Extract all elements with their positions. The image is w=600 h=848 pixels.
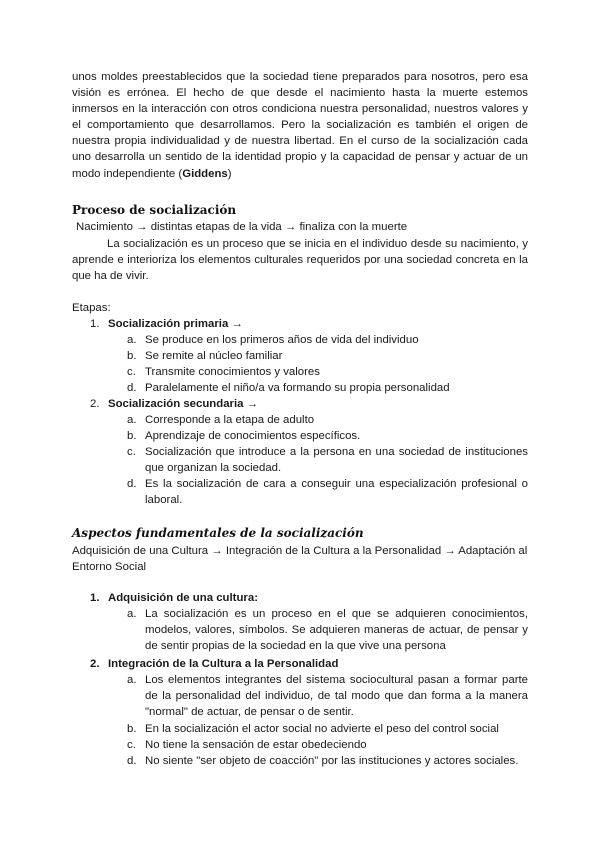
list-letter: a. bbox=[127, 608, 137, 620]
list-letter: a. bbox=[127, 674, 137, 686]
proceso-paragraph: La socialización es un proceso que se inicia en el individuo desde su nacimiento, y aprende e interioriza los elementos culturales requeridos por una sociedad concreta en la que ha de vivir. bbox=[72, 238, 528, 283]
aspecto-title: Integración de la Cultura a la Personalidad bbox=[108, 658, 339, 670]
etapa-title: Socialización primaria → bbox=[108, 318, 243, 330]
list-item: Se produce en los primeros años de vida del individuo bbox=[145, 334, 419, 346]
list-letter: c. bbox=[127, 739, 136, 751]
list-item: Es la socialización de cara a conseguir una especialización profesional o laboral. bbox=[145, 478, 528, 506]
list-item: Aprendizaje de conocimientos específicos. bbox=[145, 430, 361, 442]
list-letter: b. bbox=[127, 430, 137, 442]
list-item: En la socialización el actor social no advierte el peso del control social bbox=[145, 723, 499, 735]
list-item: Los elementos integrantes del sistema sociocultural pasan a formar parte de la personalidad del individuo, de tal modo que dan forma a la manera "normal" de actuar, de pensar o de sentir. bbox=[145, 674, 528, 718]
list-letter: a. bbox=[127, 334, 137, 346]
intro-close: ) bbox=[227, 167, 232, 180]
list-item: No siente "ser objeto de coacción" por las instituciones y actores sociales. bbox=[145, 755, 519, 767]
list-letter: d. bbox=[127, 382, 137, 394]
list-letter: c. bbox=[127, 446, 136, 458]
aspectos-flow: Adquisición de una Cultura → Integración de la Cultura a la Personalidad → Adaptación al Entorno Social bbox=[72, 545, 528, 574]
aspecto-number: 2. bbox=[90, 658, 100, 670]
heading-aspectos: Aspectos fundamentales de la socialización bbox=[72, 526, 364, 540]
etapa-title: Socialización secundaria → bbox=[108, 398, 259, 410]
list-item: Socialización que introduce a la persona en una sociedad de instituciones que organizan la sociedad. bbox=[145, 446, 528, 474]
list-letter: c. bbox=[127, 366, 136, 378]
list-letter: d. bbox=[127, 478, 137, 490]
list-letter: d. bbox=[127, 755, 137, 767]
list-item: Corresponde a la etapa de adulto bbox=[145, 414, 315, 426]
list-item: Se remite al núcleo familiar bbox=[145, 350, 283, 362]
list-item: Transmite conocimientos y valores bbox=[145, 366, 320, 378]
intro-text: unos moldes preestablecidos que la sociedad tiene preparados para nosotros, pero esa visión es errónea. El hecho de que desde el nacimiento hasta la muerte estemos inmersos en la interacción con otros condiciona nuestra personalidad, nuestros valores y el comportamiento que desarrollamos. Pero la socialización es también el origen de nuestra propia individualidad y de nuestra libertad. En el curso de la socialización cada uno desarrolla un sentido de la identidad propio y la capacidad de pensar y actuar de un modo independiente ( bbox=[72, 71, 528, 180]
heading-proceso: Proceso de socialización bbox=[72, 203, 237, 217]
intro-paragraph bbox=[72, 69, 528, 182]
aspecto-title: Adquisición de una cultura: bbox=[108, 592, 258, 604]
intro-author: Giddens bbox=[182, 167, 228, 180]
list-item: Paralelamente el niño/a va formando su propia personalidad bbox=[145, 382, 450, 394]
proceso-flow: Nacimiento → distintas etapas de la vida → finaliza con la muerte bbox=[76, 221, 408, 233]
etapas-label: Etapas: bbox=[72, 302, 111, 314]
list-item: La socialización es un proceso en el que se adquieren conocimientos, modelos, valores, símbolos. Se adquieren maneras de actuar, de pensar y de sentir propias de la sociedad en la que vive una persona bbox=[145, 608, 528, 652]
list-letter: b. bbox=[127, 723, 137, 735]
list-item: No tiene la sensación de estar obedeciendo bbox=[145, 739, 367, 751]
etapa-number: 1. bbox=[90, 318, 100, 330]
etapa-number: 2. bbox=[90, 398, 100, 410]
list-letter: b. bbox=[127, 350, 137, 362]
aspecto-number: 1. bbox=[90, 592, 100, 604]
list-letter: a. bbox=[127, 414, 137, 426]
